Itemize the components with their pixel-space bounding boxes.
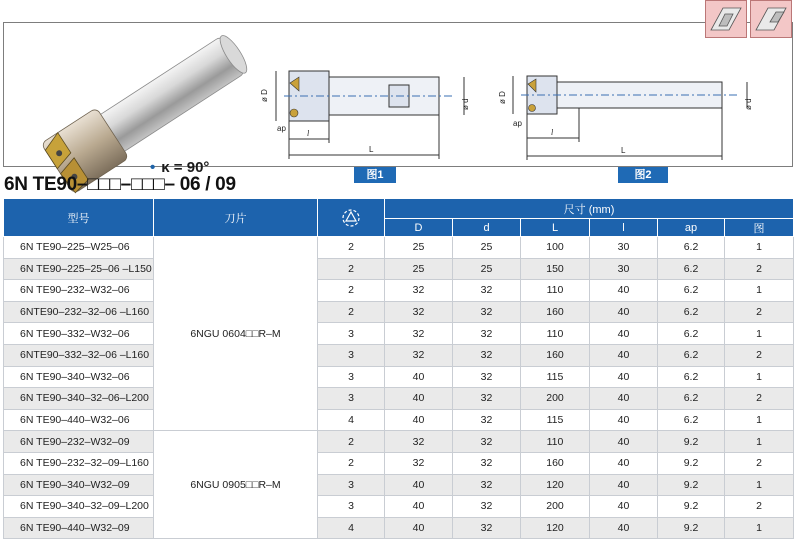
model-cell: 6N TE90–232–W32–06	[4, 280, 154, 302]
L-value: 200	[521, 388, 590, 410]
figure-2-drawing	[499, 68, 759, 163]
ap-value: 6.2	[658, 388, 725, 410]
header-dimensions: 尺寸 (mm)	[385, 199, 794, 219]
edge-count: 2	[318, 237, 385, 259]
model-cell: 6N TE90–340–W32–09	[4, 474, 154, 496]
dim-D-label: ø D	[260, 89, 269, 102]
table-row	[4, 366, 794, 388]
figure-ref: 2	[725, 301, 794, 323]
header-insert: 刀片	[154, 199, 318, 237]
figure-panel	[3, 22, 793, 181]
header-D: D	[385, 219, 453, 237]
D-value: 25	[385, 258, 453, 280]
figure-ref: 1	[725, 517, 794, 539]
D-value: 40	[385, 409, 453, 431]
L-value: 115	[521, 366, 590, 388]
figure-ref: 1	[725, 237, 794, 259]
figure-ref: 1	[725, 409, 794, 431]
application-icons	[705, 0, 792, 38]
ap-value: 9.2	[658, 517, 725, 539]
spec-table-body	[4, 237, 794, 539]
figure-ref: 2	[725, 496, 794, 518]
ap-value: 9.2	[658, 431, 725, 453]
table-row	[4, 452, 794, 474]
ap-value: 6.2	[658, 366, 725, 388]
L-value: 120	[521, 474, 590, 496]
header-cutting-edges	[318, 199, 385, 237]
d-value: 32	[453, 409, 521, 431]
header-L: L	[521, 219, 590, 237]
model-cell: 6NTE90–232–32–06 –L160	[4, 301, 154, 323]
model-cell: 6N TE90–340–W32–06	[4, 366, 154, 388]
header-d: d	[453, 219, 521, 237]
l-value: 40	[590, 517, 658, 539]
model-cell: 6N TE90–332–W32–06	[4, 323, 154, 345]
figure-2-caption: 图2	[618, 167, 668, 183]
edge-count: 3	[318, 344, 385, 366]
d-value: 32	[453, 474, 521, 496]
figure-ref: 1	[725, 323, 794, 345]
table-row	[4, 409, 794, 431]
D-value: 40	[385, 517, 453, 539]
dim-L-label: L	[621, 146, 626, 155]
model-cell: 6N TE90–440–W32–09	[4, 517, 154, 539]
d-value: 25	[453, 258, 521, 280]
d-value: 25	[453, 237, 521, 259]
insert-cell: 6NGU 0905□□R–M	[154, 431, 318, 539]
ap-value: 6.2	[658, 237, 725, 259]
ap-value: 6.2	[658, 258, 725, 280]
l-value: 40	[590, 366, 658, 388]
page-title: 6N TE90–□□□–□□□– 06 / 09	[4, 174, 236, 195]
dim-D-label: ø D	[498, 91, 507, 104]
table-row	[4, 323, 794, 345]
model-cell: 6N TE90–340–32–06–L200	[4, 388, 154, 410]
header-figure: 图	[725, 219, 794, 237]
l-value: 40	[590, 388, 658, 410]
model-cell: 6N TE90–232–W32–09	[4, 431, 154, 453]
table-row	[4, 431, 794, 453]
L-value: 110	[521, 323, 590, 345]
edge-count: 2	[318, 301, 385, 323]
D-value: 40	[385, 388, 453, 410]
table-row	[4, 344, 794, 366]
model-cell: 6N TE90–340–32–09–L200	[4, 496, 154, 518]
edge-count: 3	[318, 474, 385, 496]
d-value: 32	[453, 388, 521, 410]
d-value: 32	[453, 323, 521, 345]
ap-value: 6.2	[658, 323, 725, 345]
dim-l-label: l	[307, 129, 310, 138]
cutting-edges-icon	[341, 208, 361, 228]
model-cell: 6N TE90–232–32–09–L160	[4, 452, 154, 474]
D-value: 32	[385, 452, 453, 474]
edge-count: 2	[318, 452, 385, 474]
D-value: 25	[385, 237, 453, 259]
l-value: 40	[590, 452, 658, 474]
l-value: 40	[590, 323, 658, 345]
edge-count: 4	[318, 409, 385, 431]
table-row	[4, 517, 794, 539]
model-cell: 6NTE90–332–32–06 –L160	[4, 344, 154, 366]
l-value: 40	[590, 409, 658, 431]
figure-ref: 1	[725, 280, 794, 302]
table-row	[4, 237, 794, 259]
l-value: 40	[590, 496, 658, 518]
edge-count: 3	[318, 496, 385, 518]
shoulder-milling-icon	[750, 0, 792, 38]
ap-value: 6.2	[658, 344, 725, 366]
model-cell: 6N TE90–225–W25–06	[4, 237, 154, 259]
l-value: 40	[590, 431, 658, 453]
model-cell: 6N TE90–440–W32–06	[4, 409, 154, 431]
ap-value: 6.2	[658, 280, 725, 302]
figure-ref: 1	[725, 431, 794, 453]
cutter-photo	[32, 47, 242, 187]
table-row	[4, 496, 794, 518]
figure-ref: 1	[725, 474, 794, 496]
dim-d-label: ø d	[744, 98, 753, 110]
L-value: 160	[521, 344, 590, 366]
ap-value: 9.2	[658, 474, 725, 496]
edge-count: 2	[318, 280, 385, 302]
kappa-value: κ = 90°	[161, 159, 210, 176]
table-row	[4, 258, 794, 280]
D-value: 32	[385, 344, 453, 366]
L-value: 150	[521, 258, 590, 280]
edge-count: 2	[318, 258, 385, 280]
dim-L-label: L	[369, 145, 374, 154]
L-value: 110	[521, 280, 590, 302]
D-value: 32	[385, 280, 453, 302]
L-value: 160	[521, 452, 590, 474]
D-value: 40	[385, 496, 453, 518]
l-value: 30	[590, 237, 658, 259]
D-value: 32	[385, 301, 453, 323]
L-value: 100	[521, 237, 590, 259]
L-value: 120	[521, 517, 590, 539]
d-value: 32	[453, 344, 521, 366]
table-row	[4, 280, 794, 302]
figure-ref: 1	[725, 366, 794, 388]
edge-count: 3	[318, 388, 385, 410]
L-value: 110	[521, 431, 590, 453]
dim-ap-label: ap	[513, 119, 522, 128]
table-row	[4, 301, 794, 323]
l-value: 40	[590, 280, 658, 302]
header-model: 型号	[4, 199, 154, 237]
edge-count: 2	[318, 431, 385, 453]
l-value: 40	[590, 474, 658, 496]
d-value: 32	[453, 452, 521, 474]
ap-value: 6.2	[658, 409, 725, 431]
bullet-icon: •	[150, 159, 156, 176]
d-value: 32	[453, 301, 521, 323]
ap-value: 9.2	[658, 496, 725, 518]
d-value: 32	[453, 280, 521, 302]
l-value: 40	[590, 301, 658, 323]
L-value: 115	[521, 409, 590, 431]
D-value: 40	[385, 474, 453, 496]
model-cell: 6N TE90–225–25–06 –L150	[4, 258, 154, 280]
L-value: 160	[521, 301, 590, 323]
figure-ref: 2	[725, 452, 794, 474]
figure-1-caption: 图1	[354, 167, 396, 183]
dim-ap-label: ap	[277, 124, 286, 133]
header-l: l	[590, 219, 658, 237]
figure-1-drawing	[259, 63, 474, 163]
dim-l-label: l	[551, 128, 554, 137]
D-value: 32	[385, 323, 453, 345]
spec-table	[3, 198, 794, 539]
edge-count: 4	[318, 517, 385, 539]
L-value: 200	[521, 496, 590, 518]
d-value: 32	[453, 496, 521, 518]
d-value: 32	[453, 366, 521, 388]
table-row	[4, 388, 794, 410]
header-ap: ap	[658, 219, 725, 237]
D-value: 40	[385, 366, 453, 388]
figure-ref: 2	[725, 258, 794, 280]
D-value: 32	[385, 431, 453, 453]
d-value: 32	[453, 517, 521, 539]
l-value: 40	[590, 344, 658, 366]
l-value: 30	[590, 258, 658, 280]
slotting-application-icon	[705, 0, 747, 38]
ap-value: 6.2	[658, 301, 725, 323]
insert-cell: 6NGU 0604□□R–M	[154, 237, 318, 431]
edge-count: 3	[318, 323, 385, 345]
ap-value: 9.2	[658, 452, 725, 474]
table-row	[4, 474, 794, 496]
d-value: 32	[453, 431, 521, 453]
dim-d-label: ø d	[461, 98, 470, 110]
figure-ref: 2	[725, 388, 794, 410]
edge-count: 3	[318, 366, 385, 388]
figure-ref: 2	[725, 344, 794, 366]
